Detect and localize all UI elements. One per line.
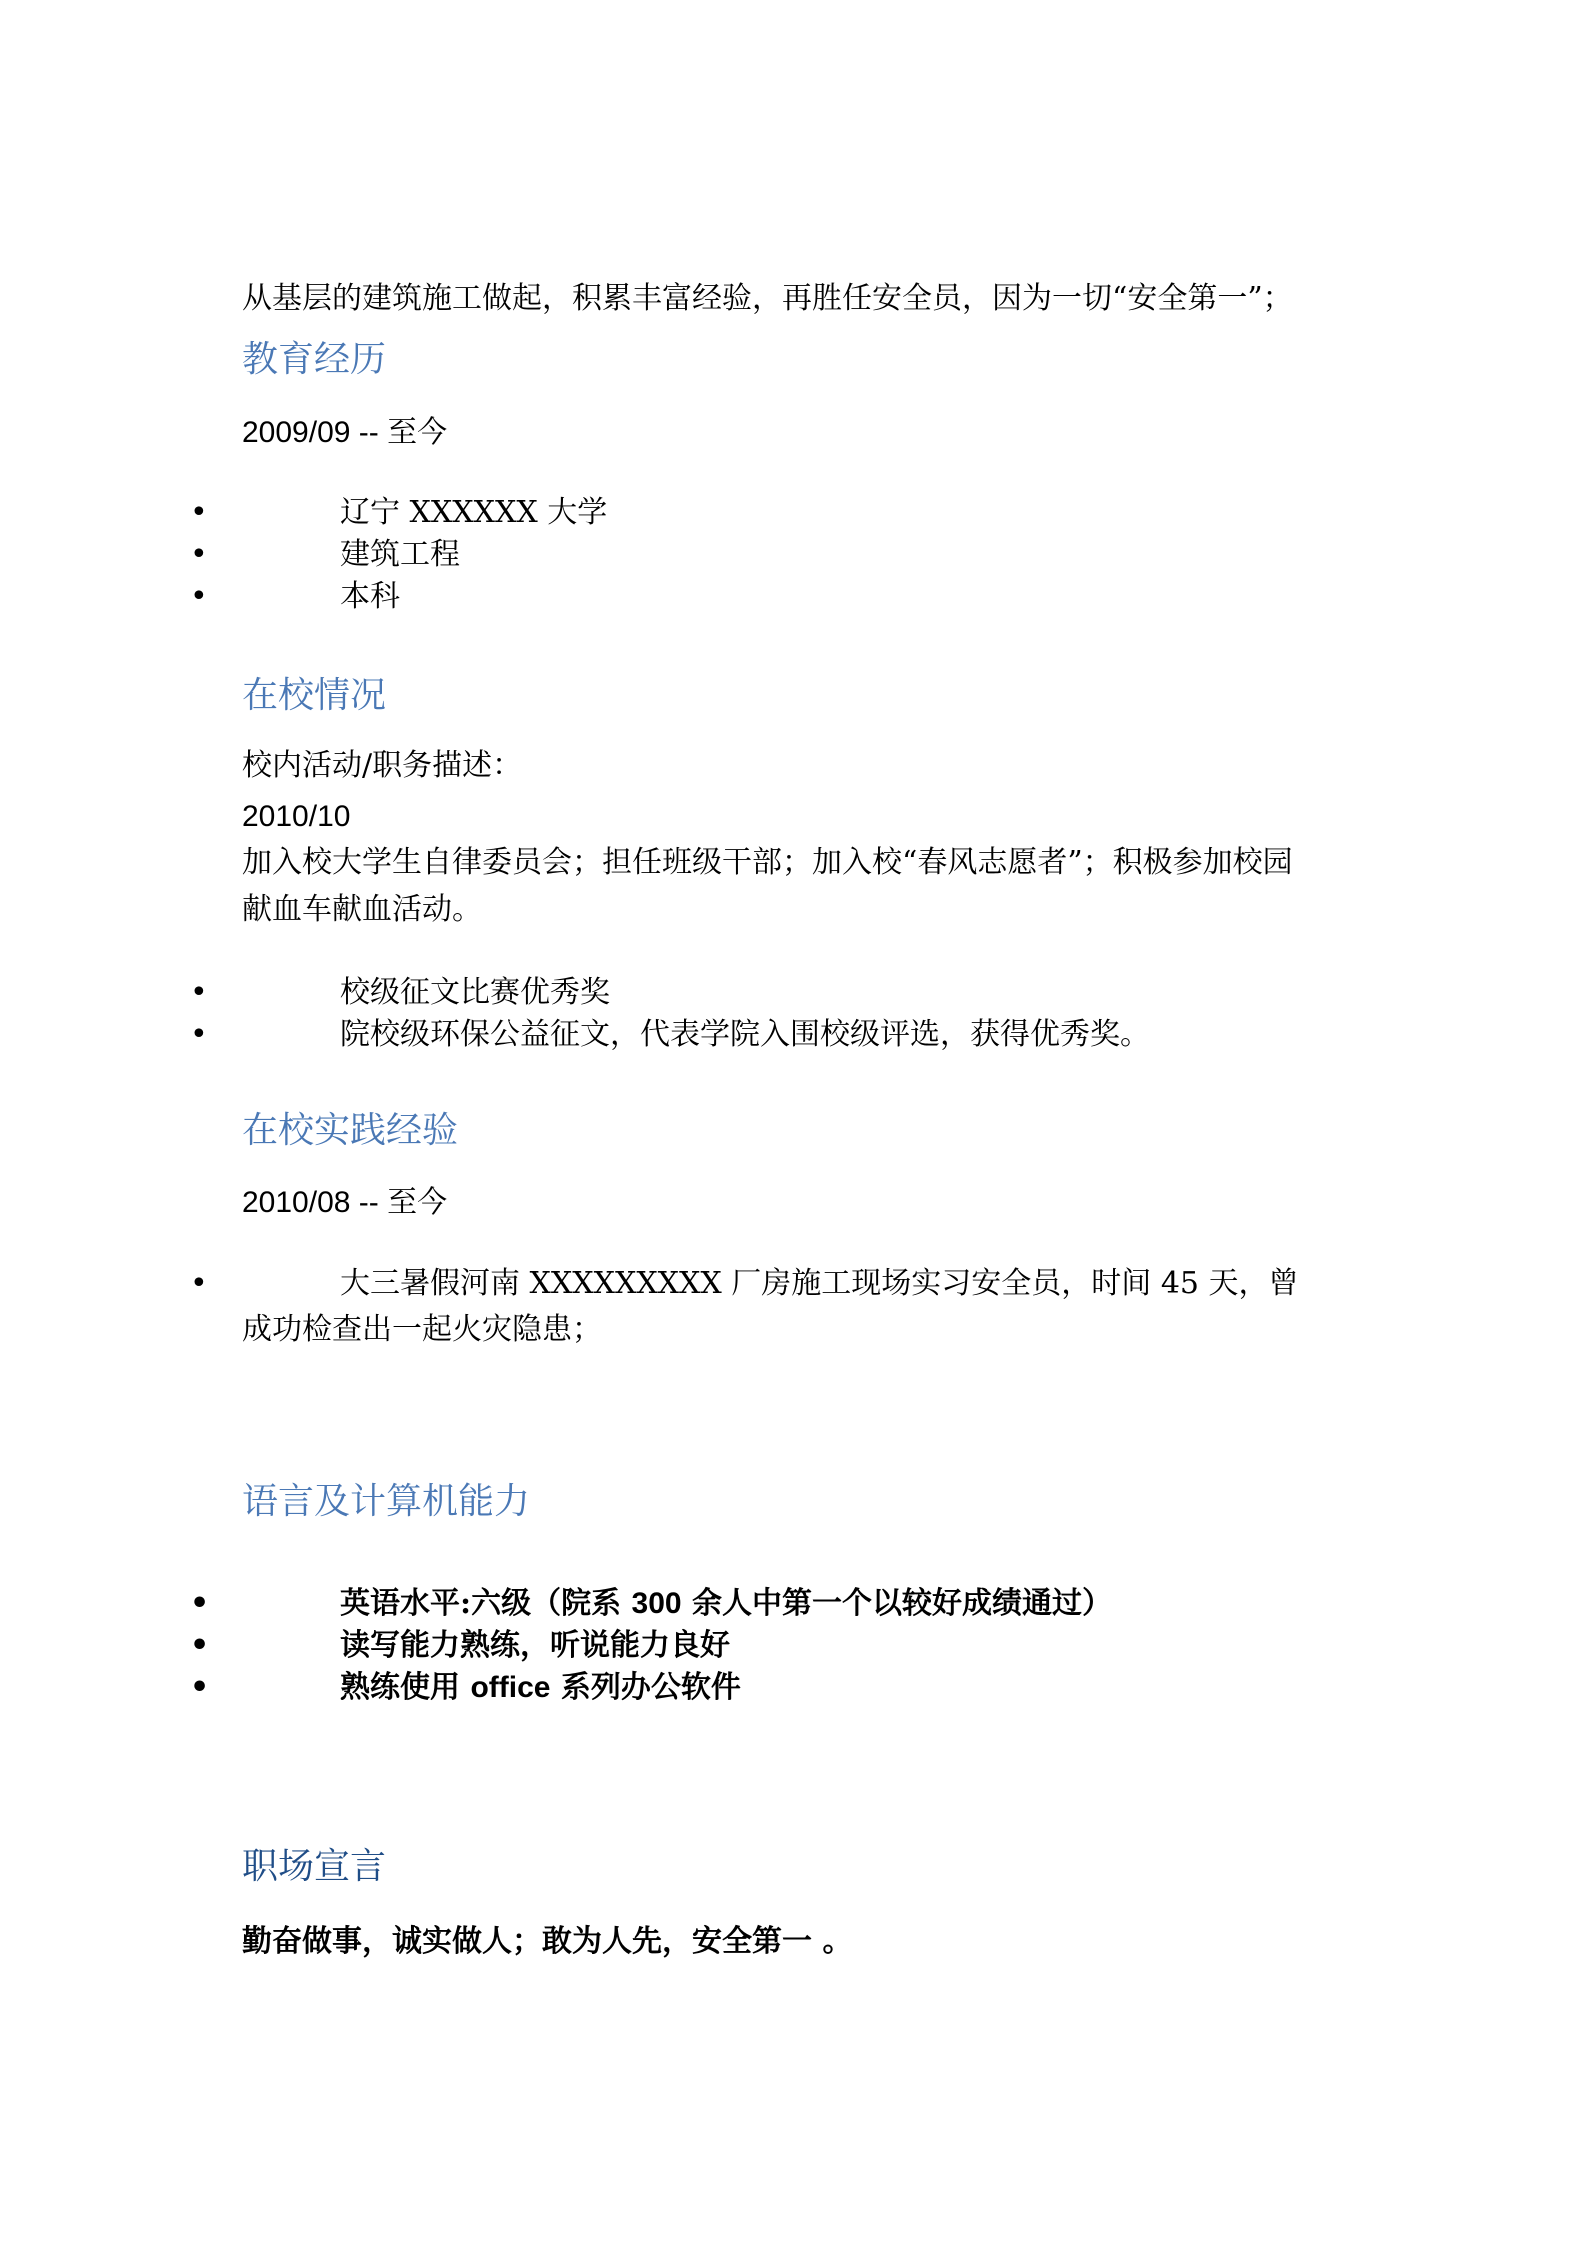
education-degree: 本科 [340,579,400,614]
skills-heading: 语言及计算机能力 [242,1481,531,1522]
bullet-icon: • [190,975,208,1010]
list-item [190,576,1390,618]
bullet-icon: • [190,1670,210,1705]
intro-text: 从基层的建筑施工做起，积累丰富经验，再胜任安全员，因为一切“安全第一”； [242,281,1293,316]
list-item [190,1014,1390,1056]
campus-description-line2: 献血车献血活动。 [242,892,482,927]
list-item [190,1263,1390,1305]
bullet-icon: • [190,579,208,614]
skill-english: 英语水平:六级（院系 300 余人中第一个以较好成绩通过） [340,1586,1113,1621]
bullet-icon: • [190,1017,208,1052]
campus-award-1: 校级征文比赛优秀奖 [340,975,610,1010]
bullet-icon: • [190,537,208,572]
education-school: 辽宁 XXXXXX 大学 [340,495,608,530]
bullet-icon: • [190,1586,210,1621]
campus-date: 2010/10 [242,800,351,833]
skill-office: 熟练使用 office 系列办公软件 [340,1670,741,1705]
education-heading: 教育经历 [242,339,387,380]
campus-heading: 在校情况 [242,675,387,716]
list-item [190,1667,1390,1709]
list-item [190,1625,1390,1667]
bullet-icon: • [190,1266,208,1301]
bullet-icon: • [190,495,208,530]
practice-item-line2: 成功检查出一起火灾隐患； [242,1312,602,1347]
education-period: 2009/09 -- 至今 [242,416,448,449]
practice-period: 2010/08 -- 至今 [242,1186,448,1219]
campus-award-2: 院校级环保公益征文，代表学院入围校级评选，获得优秀奖。 [340,1017,1150,1052]
list-item [190,972,1390,1014]
skill-reading: 读写能力熟练，听说能力良好 [340,1628,730,1663]
campus-description-line1: 加入校大学生自律委员会；担任班级干部；加入校“春风志愿者”；积极参加校园 [242,845,1293,880]
list-item [190,1583,1390,1625]
practice-heading: 在校实践经验 [242,1110,459,1151]
list-item [190,492,1390,534]
education-major: 建筑工程 [340,537,460,572]
motto-text: 勤奋做事，诚实做人；敢为人先，安全第一 。 [242,1924,853,1959]
practice-item-line1: 大三暑假河南 XXXXXXXXX 厂房施工现场实习安全员，时间 45 天，曾 [340,1266,1299,1301]
list-item [190,534,1390,576]
motto-heading: 职场宣言 [242,1846,387,1887]
bullet-icon: • [190,1628,210,1663]
campus-subtitle: 校内活动/职务描述： [242,748,523,783]
